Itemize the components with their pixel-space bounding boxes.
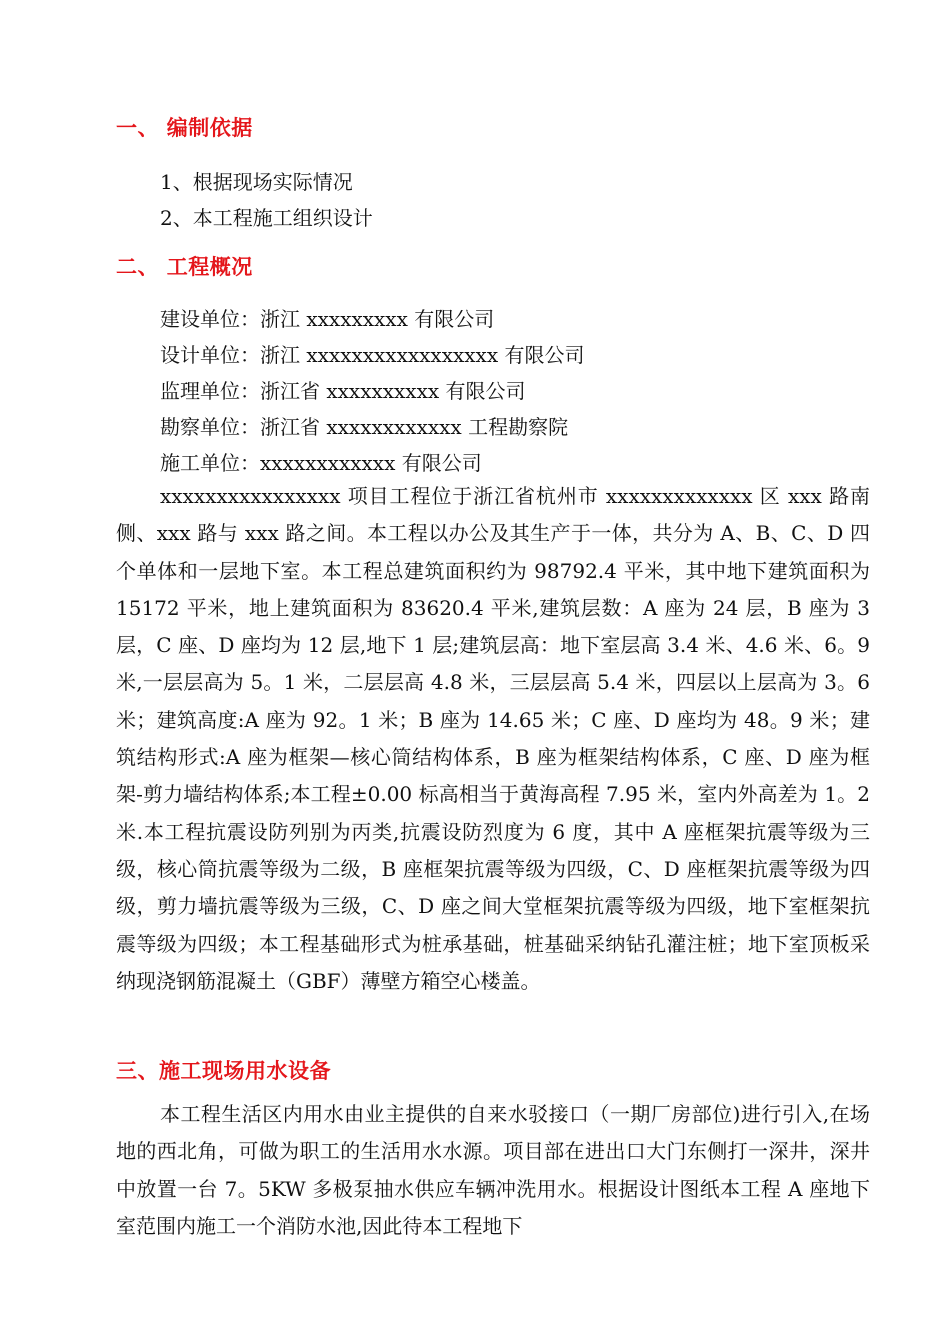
unit-supervisor: 监理单位：浙江省 xxxxxxxxxx 有限公司: [160, 379, 526, 403]
basis-item-2: 2、本工程施工组织设计: [160, 206, 373, 230]
overview-paragraph: xxxxxxxxxxxxxxxx 项目工程位于浙江省杭州市 xxxxxxxxxxxxx 区 xxx 路南侧、xxx 路与 xxx 路之间。本工程以办公及其生产于一体，共分为 A、B、C、D 四个单体和一层地下室。本工程总建筑面积约为 98792.4 平米，其中地下建筑面积为 15172 平米，地上建筑面积为 83620.4 平米,建筑层数：A 座为 24 层，B 座为 3 层，C 座、D 座均为 12 层,地下 1 层;建筑层高：地下室层高 3.4 米、4.6 米、6。9 米,一层层高为 5。1 米，二层层高 4.8 米，三层层高 5.4 米，四层以上层高为 3。6 米；建筑高度:A 座为 92。1 米；B 座为 14.65 米；C 座、D 座均为 48。9 米；建筑结构形式:A 座为框架—核心筒结构体系，B 座为框架结构体系，C 座、D 座为框架-剪力墙结构体系;本工程±0.00 标高相当于黄海高程 7.95 米，室内外高差为 1。2 米.本工程抗震设防列别为丙类,抗震设防烈度为 6 度，其中 A 座框架抗震等级为三级，核心筒抗震等级为二级，B 座框架抗震等级为四级，C、D 座框架抗震等级为四级，剪力墙抗震等级为三级，C、D 座之间大堂框架抗震等级为四级，地下室框架抗震等级为四级；本工程基础形式为桩承基础，桩基础采纳钻孔灌注桩；地下室顶板采纳现浇钢筋混凝土（GBF）薄壁方箱空心楼盖。: [116, 484, 870, 993]
unit-builder: 建设单位：浙江 xxxxxxxxx 有限公司: [160, 307, 495, 331]
unit-contractor: 施工单位：xxxxxxxxxxxx 有限公司: [160, 451, 482, 475]
water-equipment-paragraph: 本工程生活区内用水由业主提供的自来水驳接口（一期厂房部位)进行引入,在场地的西北角，可做为职工的生活用水水源。项目部在进出口大门东侧打一深井，深井中放置一台 7。5KW 多极泵抽水供应车辆冲洗用水。根据设计图纸本工程 A 座地下室范围内施工一个消防水池,因此待本工程地下: [116, 1102, 870, 1238]
section-heading-overview: 二、 工程概况: [116, 255, 253, 279]
section-heading-water-equipment: 三、施工现场用水设备: [116, 1059, 331, 1083]
basis-item-1: 1、根据现场实际情况: [160, 170, 353, 194]
unit-designer: 设计单位：浙江 xxxxxxxxxxxxxxxxx 有限公司: [160, 343, 585, 367]
unit-surveyor: 勘察单位：浙江省 xxxxxxxxxxxx 工程勘察院: [160, 415, 569, 439]
section-heading-basis: 一、 编制依据: [116, 116, 253, 140]
